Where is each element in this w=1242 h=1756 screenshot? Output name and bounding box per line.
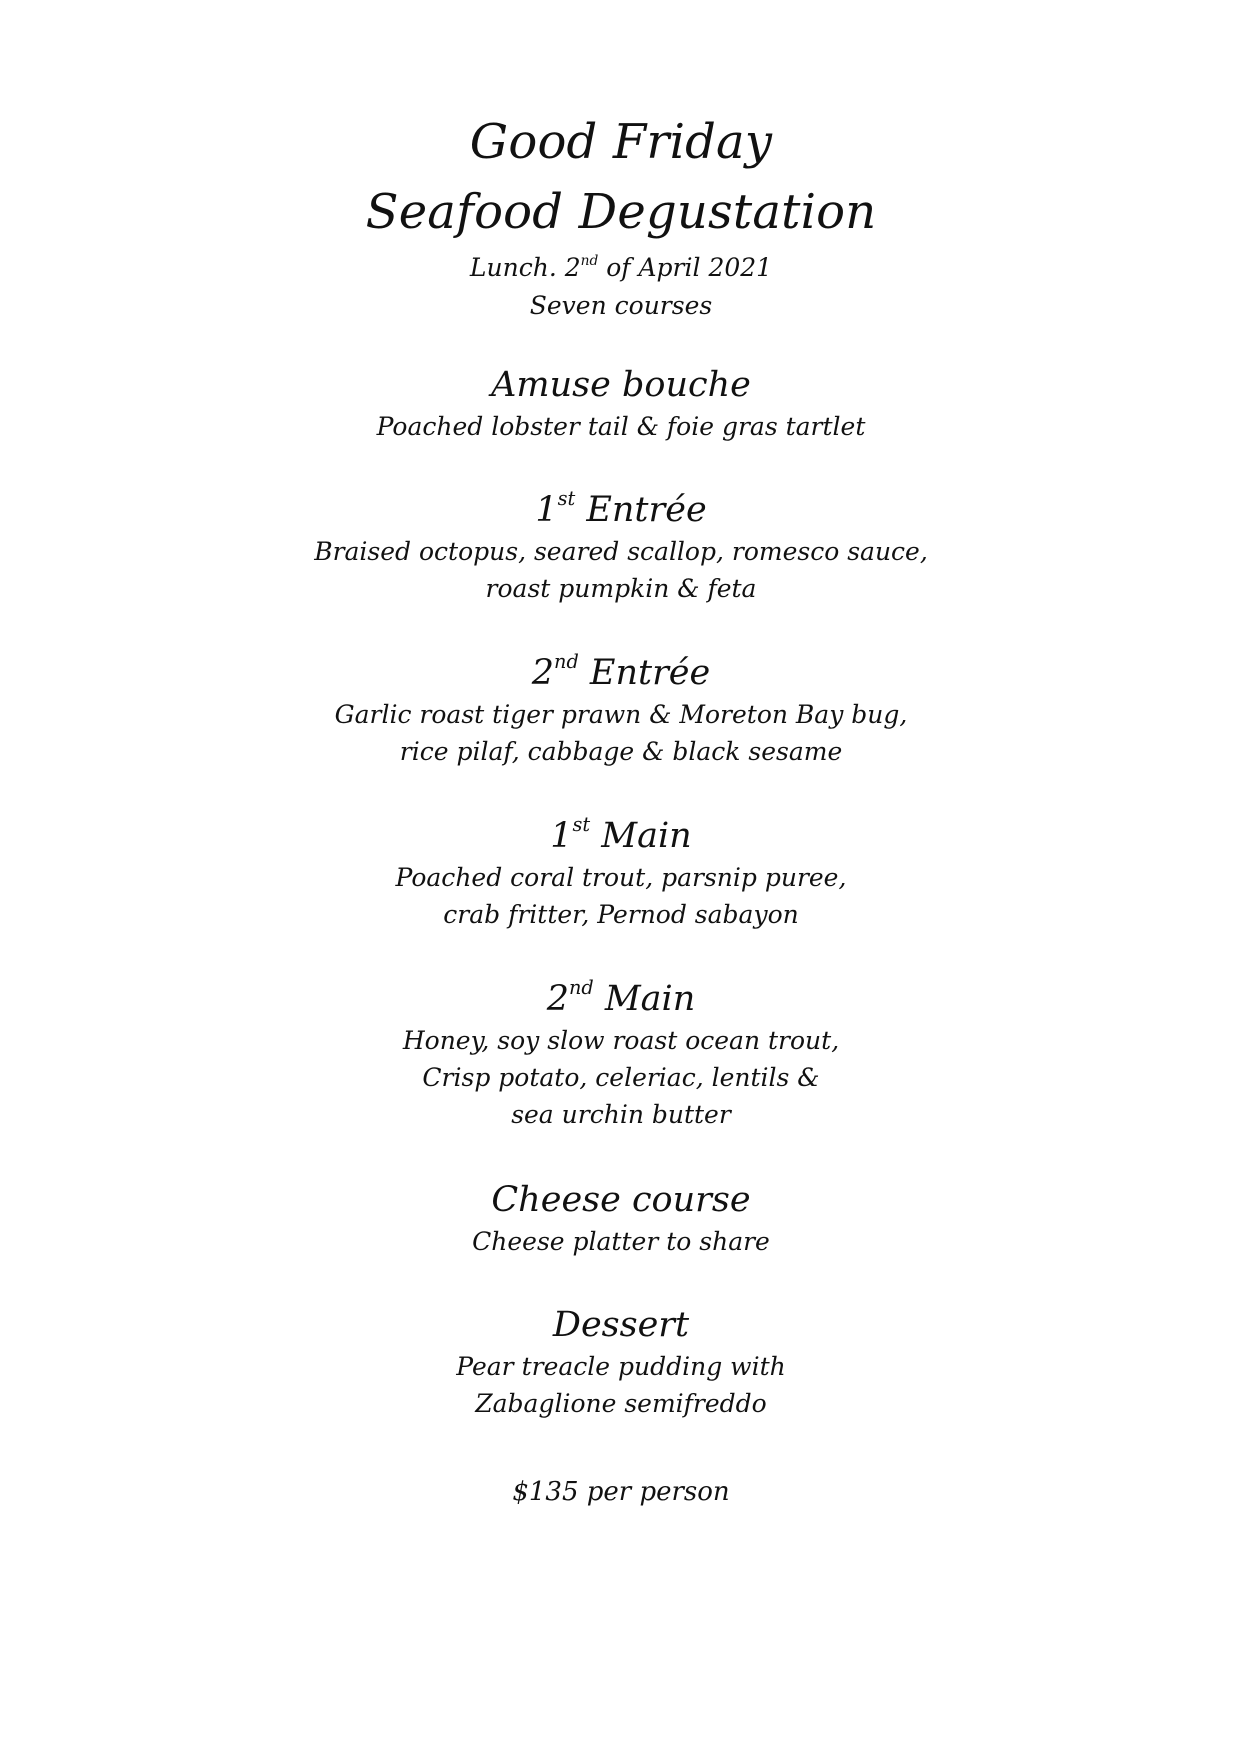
date-line <box>0 250 1242 286</box>
course-description-line: sea urchin butter <box>511 1100 731 1129</box>
course-description-line: Poached lobster tail & foie gras tartlet <box>376 412 866 441</box>
courses-count: Seven courses <box>529 291 713 320</box>
course-description-line: Zabaglione semifreddo <box>475 1389 767 1418</box>
course-amuse-bouche <box>0 364 1242 445</box>
date-prefix: Lunch. 2 <box>469 253 581 282</box>
course-description-line: Poached coral trout, parsnip puree, <box>395 863 847 892</box>
date-superscript: nd <box>580 252 599 269</box>
course-first-entree <box>0 489 1242 607</box>
course-description-line: Braised octopus, seared scallop, romesco sauce, <box>314 537 928 566</box>
course-description-line: Garlic roast tiger prawn & Moreton Bay bug, <box>334 700 908 729</box>
course-heading: Cheese course <box>491 1180 751 1220</box>
course-heading: Amuse bouche <box>491 365 751 405</box>
course-dessert <box>0 1304 1242 1422</box>
course-second-main <box>0 978 1242 1133</box>
course-heading: 2nd Entrée <box>531 650 711 693</box>
date-suffix: of April 2021 <box>598 253 773 282</box>
title-line-2: Seafood Degustation <box>365 184 877 240</box>
course-description-line: roast pumpkin & feta <box>485 574 757 603</box>
course-heading: Dessert <box>552 1305 690 1345</box>
course-heading: 2nd Main <box>546 976 696 1019</box>
course-heading: 1st Entrée <box>535 487 707 530</box>
course-description-line: Honey, soy slow roast ocean trout, <box>402 1026 840 1055</box>
title-line-1: Good Friday <box>469 114 773 170</box>
course-second-entree <box>0 652 1242 770</box>
course-first-main <box>0 815 1242 933</box>
course-description-line: Pear treacle pudding with <box>456 1352 786 1381</box>
price: $135 per person <box>512 1477 730 1507</box>
course-heading: 1st Main <box>550 813 692 856</box>
course-description-line: Cheese platter to share <box>472 1227 770 1256</box>
course-description-line: Crisp potato, celeriac, lentils & <box>422 1063 820 1092</box>
course-description-line: rice pilaf, cabbage & black sesame <box>399 737 843 766</box>
course-cheese <box>0 1179 1242 1260</box>
course-description-line: crab fritter, Pernod sabayon <box>443 900 799 929</box>
